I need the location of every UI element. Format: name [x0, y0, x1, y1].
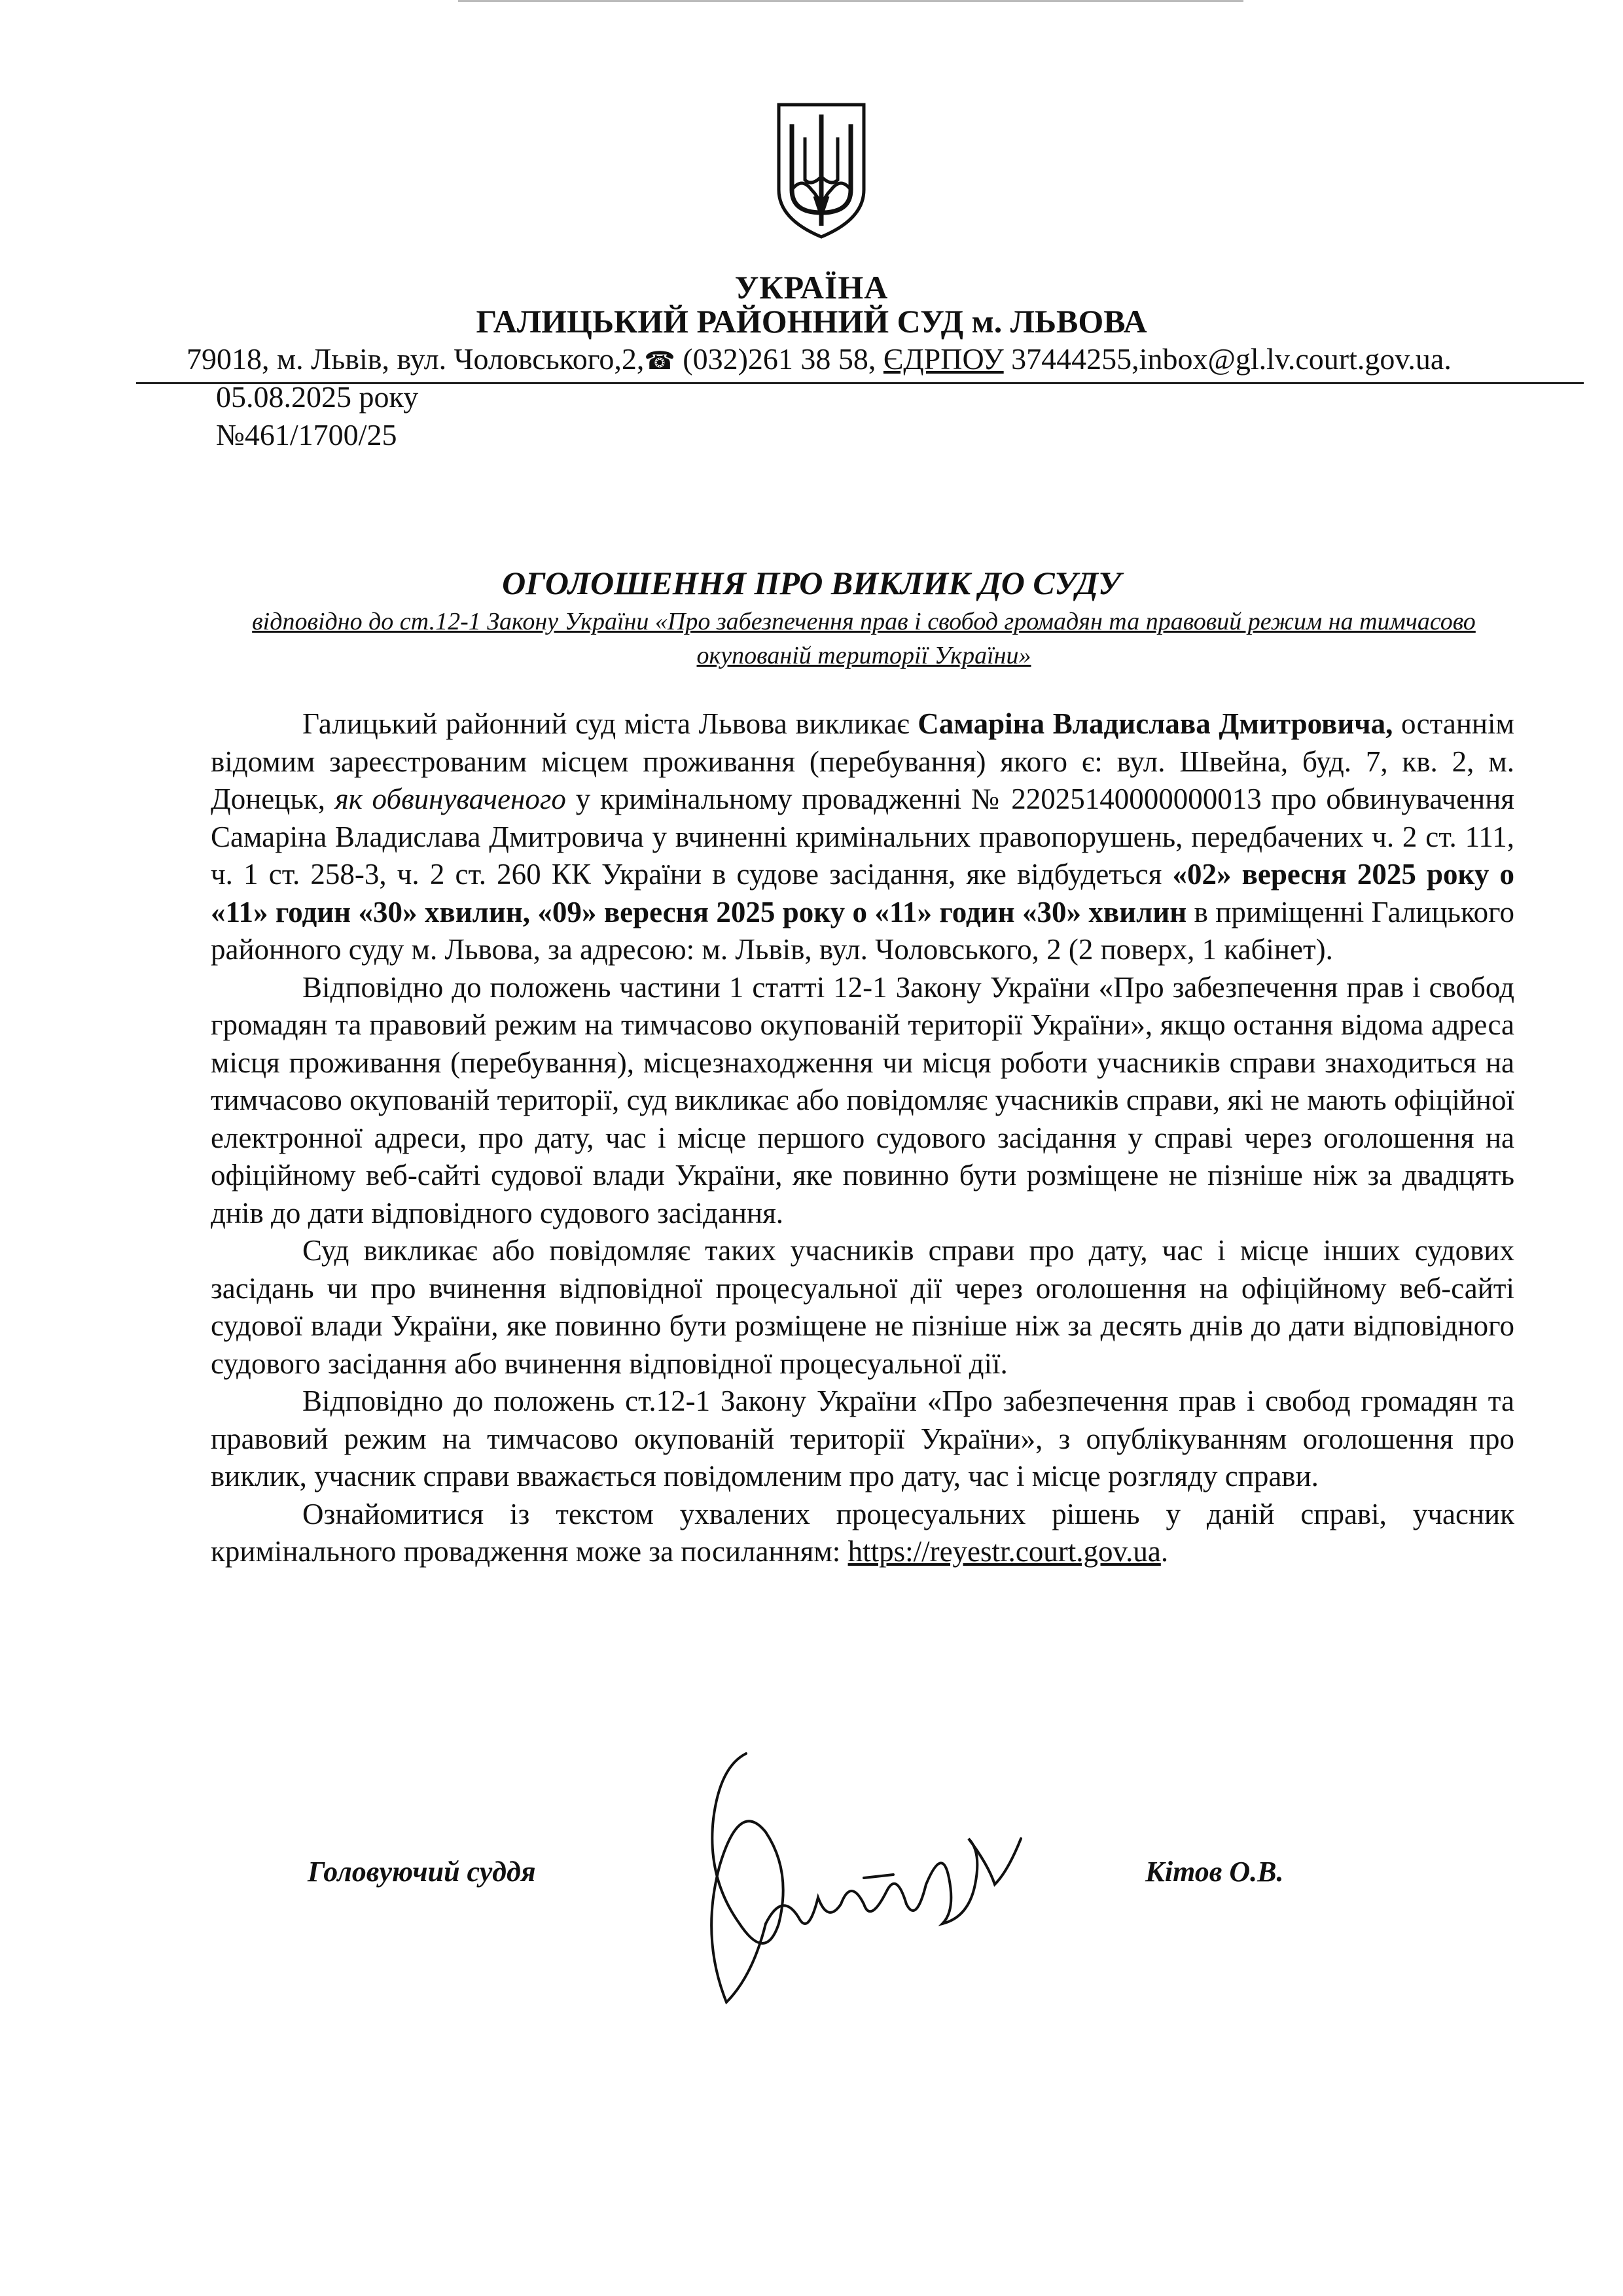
court-address-line	[187, 342, 1452, 376]
address-part-3: 37444255,inbox@gl.lv.court.gov.ua.	[1003, 342, 1452, 376]
accused-name: Самаріна Владислава Дмитровича,	[918, 707, 1393, 740]
p1-intro: Галицький районний суд міста Львова викликає	[302, 707, 918, 740]
hearing-dates: «02» вересня 2025 року о «11» годин «30» хвилин, «09» вересня 2025 року о «11» годин «30» хвилин	[211, 858, 1514, 928]
court-name-heading: ГАЛИЦЬКИЙ РАЙОННИЙ СУД м. ЛЬВОВА	[476, 303, 1147, 340]
paragraph-4: Відповідно до положень ст.12-1 Закону України «Про забезпечення прав і свобод громадян та правовий режим на тимчасово окупованій території України», з опублікуванням оголошення про виклик, учасник справи вважається повідомленим про дату, час і місце розгляду справи.	[211, 1385, 1514, 1492]
paragraph-5	[211, 1496, 1514, 1571]
accused-role: як обвинуваченого	[334, 783, 566, 815]
paragraph-1	[211, 705, 1514, 969]
notice-subtitle: відповідно до ст.12-1 Закону України «Про забезпечення прав і свобод громадян та правовий режим на тимчасово окупованій території України»	[252, 608, 1476, 669]
judge-name: Кітов О.В.	[1145, 1856, 1284, 1888]
p1-address: останнім відомим зареєстрованим місцем проживання (перебування) якого є: вул. Швейна, буд. 7, кв. 2, м. Донецьк,	[211, 707, 1514, 815]
p5-text: Ознайомитися із текстом ухвалених процесуальних рішень у даній справі, учасник кримінального провадження може за посиланням:	[211, 1497, 1514, 1568]
handwritten-signature	[668, 1727, 1034, 2015]
edrpou-label: ЄДРПОУ	[883, 342, 1004, 376]
notice-body	[211, 705, 1514, 1571]
paragraph-2: Відповідно до положень частини 1 статті 12-1 Закону України «Про забезпечення прав і свобод громадян та правовий режим на тимчасово окупованій території України», якщо остання відома адреса місця проживання (перебування), місцезнаходження чи місця роботи учасників справи знаходиться на тимчасово окупованій території, суд викликає або повідомляє учасників справи, які не мають офіційної електронної адреси, про дату, час і місце першого судового засідання у справі через оголошення на офіційному веб-сайті судової влади України, яке повинно бути розміщене не пізніше ніж за двадцять днів до дати відповідного судового засідання.	[211, 970, 1514, 1229]
phone-icon: ☎	[644, 346, 675, 375]
p1-location: в приміщенні Галицького районного суду м. Львова, за адресою: м. Львів, вул. Чоловського, 2 (2 поверх, 1 кабінет).	[211, 895, 1514, 966]
paragraph-3: Суд викликає або повідомляє таких учасників справи про дату, час і місце інших судових засідань чи про вчинення відповідної процесуальної дії через оголошення на офіційному веб-сайті судової влади України, яке повинно бути розміщене не пізніше ніж за десять днів до дати відповідного судового засідання або вчинення відповідної процесуальної дії.	[211, 1234, 1514, 1380]
coat-of-arms-trident-icon	[772, 98, 870, 242]
presiding-judge-label: Головуючий суддя	[308, 1856, 536, 1888]
document-date: 05.08.2025 року	[216, 380, 419, 414]
address-part-2: (032)261 38 58,	[675, 342, 883, 376]
p5-end: .	[1160, 1535, 1169, 1568]
document-number: №461/1700/25	[216, 418, 397, 451]
notice-title: ОГОЛОШЕННЯ ПРО ВИКЛИК ДО СУДУ	[502, 565, 1121, 601]
registry-link[interactable]: https://reyestr.court.gov.ua	[847, 1535, 1161, 1568]
top-scan-line	[458, 0, 1243, 2]
country-heading: УКРАЇНА	[734, 269, 889, 306]
address-part-1: 79018, м. Львів, вул. Чоловського,2,	[187, 342, 645, 376]
p1-case: у кримінальному провадженні № 22025140000000013 про обвинувачення Самаріна Владислава Дмитровича у вчиненні кримінальних правопорушень, передбачених ч. 2 ст. 111, ч. 1 ст. 258-3, ч. 2 ст. 260 КК України в судове засідання, яке відбудеться	[211, 783, 1515, 891]
